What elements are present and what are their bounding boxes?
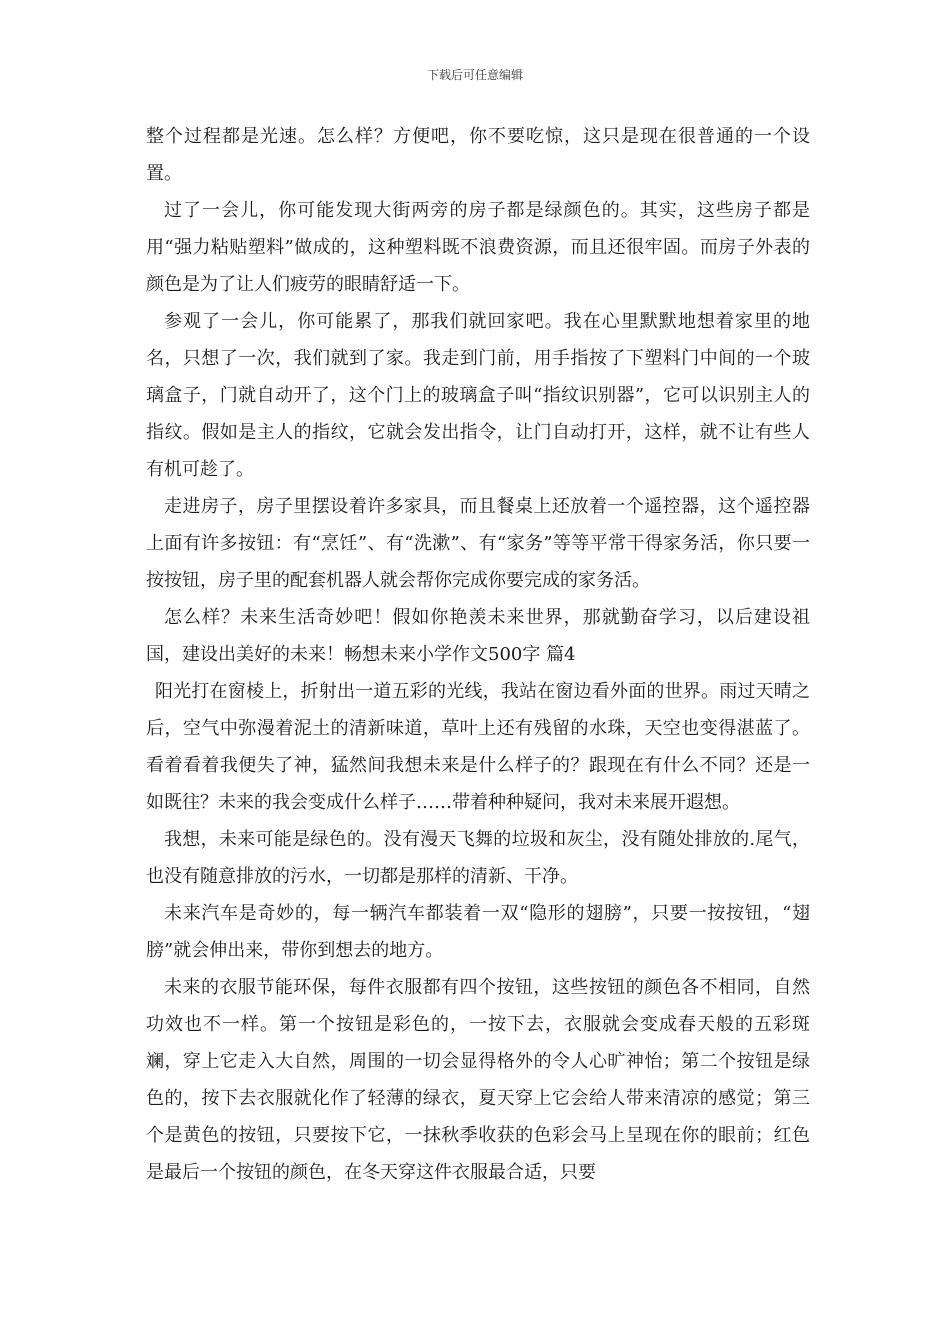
- paragraph: 未来汽车是奇妙的，每一辆汽车都装着一双“隐形的翅膀”，只要一按按钮，“翅膀”就会伸出来，带你到想去的地方。: [146, 903, 810, 961]
- paragraph: 过了一会儿，你可能发现大街两旁的房子都是绿颜色的。其实，这些房子都是用“强力粘贴塑料”做成的，这种塑料既不浪费资源，而且还很牢固。而房子外表的颜色是为了让人们疲劳的眼睛舒适一下。: [146, 200, 810, 295]
- page-header: 下载后可任意编辑: [426, 68, 523, 82]
- paragraph: 整个过程都是光速。怎么样？方便吧，你不要吃惊，这只是现在很普通的一个设置。: [146, 126, 810, 184]
- paragraph: 怎么样？未来生活奇妙吧！假如你艳羡未来世界，那就勤奋学习，以后建设祖国，建设出美好的未来！畅想未来小学作文500字 篇4: [146, 607, 810, 665]
- paragraph: 我想，未来可能是绿色的。没有漫天飞舞的垃圾和灰尘，没有随处排放的.尾气，也没有随意排放的污水，一切都是那样的清新、干净。: [146, 829, 810, 887]
- paragraph: 走进房子，房子里摆设着许多家具，而且餐桌上还放着一个遥控器，这个遥控器上面有许多按钮：有“烹饪”、有“洗漱”、有“家务”等等平常干得家务活，你只要一按按钮，房子里的配套机器人就会帮你完成你要完成的家务活。: [146, 496, 810, 591]
- paragraph: 未来的衣服节能环保，每件衣服都有四个按钮，这些按钮的颜色各不相同，自然功效也不一样。第一个按钮是彩色的，一按下去，衣服就会变成春天般的五彩斑斓，穿上它走入大自然，周围的一切会显得格外的令人心旷神怡；第二个按钮是绿色的，按下去衣服就化作了轻薄的绿衣，夏天穿上它会给人带来清凉的感觉；第三个是黄色的按钮，只要按下它，一抹秋季收获的色彩会马上呈现在你的眼前；红色是最后一个按钮的颜色，在冬天穿这件衣服最合适，只要: [146, 977, 810, 1183]
- document-body: [146, 118, 810, 1191]
- paragraph: 阳光打在窗棱上，折射出一道五彩的光线，我站在窗边看外面的世界。雨过天晴之后，空气中弥漫着泥土的清新味道，草叶上还有残留的水珠，天空也变得湛蓝了。看着看着我便失了神，猛然间我想未来是什么样子的？跟现在有什么不同？还是一如既往？未来的我会变成什么样子……带着种种疑问，我对未来展开遐想。: [146, 681, 810, 813]
- paragraph: 参观了一会儿，你可能累了，那我们就回家吧。我在心里默默地想着家里的地名，只想了一次，我们就到了家。我走到门前，用手指按了下塑料门中间的一个玻璃盒子，门就自动开了，这个门上的玻璃盒子叫“指纹识别器”，它可以识别主人的指纹。假如是主人的指纹，它就会发出指令，让门自动打开，这样，就不让有些人有机可趁了。: [146, 311, 810, 480]
